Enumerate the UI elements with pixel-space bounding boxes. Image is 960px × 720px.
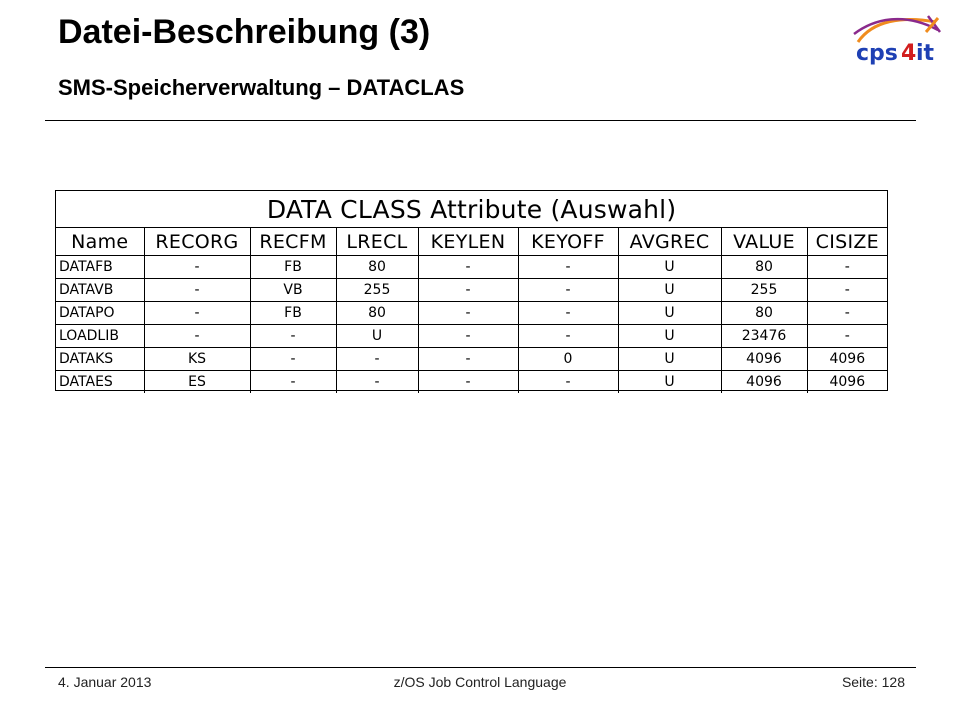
table-cell: VB — [250, 279, 336, 302]
column-header: Name — [56, 228, 144, 256]
table-cell: - — [807, 302, 887, 325]
table-cell: 255 — [721, 279, 807, 302]
row-name-cell: LOADLIB — [56, 325, 144, 348]
row-name-cell: DATAPO — [56, 302, 144, 325]
table-cell: 80 — [336, 256, 418, 279]
column-header: VALUE — [721, 228, 807, 256]
footer-date: 4. Januar 2013 — [58, 674, 152, 690]
table-cell: - — [418, 302, 518, 325]
column-header: LRECL — [336, 228, 418, 256]
footer-divider — [45, 667, 916, 668]
table-cell: - — [144, 302, 250, 325]
table-cell: U — [618, 302, 721, 325]
table-cell: - — [418, 348, 518, 371]
row-name-cell: DATAFB — [56, 256, 144, 279]
table-cell: - — [518, 325, 618, 348]
table-cell: 4096 — [721, 348, 807, 371]
table-cell: - — [144, 256, 250, 279]
table-cell: 4096 — [807, 348, 887, 371]
table-row — [56, 302, 887, 325]
table-cell: - — [518, 279, 618, 302]
table-cell: - — [418, 371, 518, 394]
table-cell: FB — [250, 302, 336, 325]
table-cell: - — [807, 325, 887, 348]
table-cell: - — [144, 279, 250, 302]
footer-course-title: z/OS Job Control Language — [393, 674, 567, 690]
table-cell: KS — [144, 348, 250, 371]
row-name-cell: DATAKS — [56, 348, 144, 371]
table-row — [56, 256, 887, 279]
table-cell: U — [618, 279, 721, 302]
table-cell: 80 — [336, 302, 418, 325]
slide-subtitle: SMS-Speicherverwaltung – DATACLAS — [58, 75, 465, 100]
table-cell: - — [807, 279, 887, 302]
table-cell: 23476 — [721, 325, 807, 348]
table-row — [56, 279, 887, 302]
table-cell: - — [418, 325, 518, 348]
column-header: RECFM — [250, 228, 336, 256]
table-cell: - — [144, 325, 250, 348]
svg-text:4: 4 — [901, 41, 917, 66]
table-cell: - — [518, 302, 618, 325]
table-cell: 255 — [336, 279, 418, 302]
table-cell: U — [618, 348, 721, 371]
footer-page-number: Seite: 128 — [841, 674, 905, 690]
header-divider — [45, 120, 916, 121]
svg-text:cps: cps — [856, 41, 898, 66]
table-cell: - — [807, 256, 887, 279]
column-header: KEYLEN — [418, 228, 518, 256]
table-cell: U — [618, 256, 721, 279]
table-row — [56, 371, 887, 394]
table-cell: - — [418, 279, 518, 302]
table-cell: 4096 — [807, 371, 887, 394]
table-cell: U — [618, 325, 721, 348]
table-cell: - — [250, 348, 336, 371]
row-name-cell: DATAVB — [56, 279, 144, 302]
slide-title: Datei-Beschreibung (3) — [58, 13, 431, 51]
column-header: AVGREC — [618, 228, 721, 256]
column-header: RECORG — [144, 228, 250, 256]
svg-text:it: it — [916, 41, 935, 66]
table-cell: FB — [250, 256, 336, 279]
column-header: CISIZE — [807, 228, 887, 256]
table-cell: U — [336, 325, 418, 348]
table-cell: - — [250, 325, 336, 348]
table-cell: - — [518, 371, 618, 394]
table-cell: ES — [144, 371, 250, 394]
table-cell: - — [518, 256, 618, 279]
table-row — [56, 325, 887, 348]
column-header: KEYOFF — [518, 228, 618, 256]
table-cell: - — [336, 371, 418, 394]
table-cell: - — [250, 371, 336, 394]
table-cell: 4096 — [721, 371, 807, 394]
table-cell: 80 — [721, 256, 807, 279]
table-cell: U — [618, 371, 721, 394]
table-cell: 0 — [518, 348, 618, 371]
table-cell: 80 — [721, 302, 807, 325]
table-cell: - — [418, 256, 518, 279]
dataclass-table — [55, 190, 888, 391]
table-caption: DATA CLASS Attribute (Auswahl) — [56, 191, 887, 228]
table-row — [56, 348, 887, 371]
table-cell: - — [336, 348, 418, 371]
cps4it-logo — [848, 12, 942, 68]
row-name-cell: DATAES — [56, 371, 144, 394]
